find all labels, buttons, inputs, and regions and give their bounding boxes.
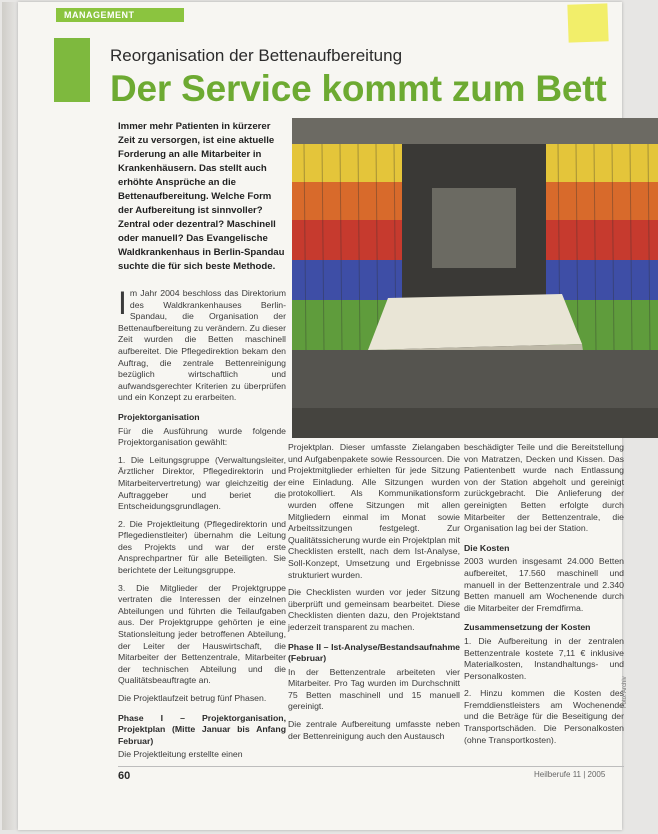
bed-washing-illustration: [292, 118, 658, 438]
intro-text: m Jahr 2004 beschloss das Direktorium des Waldkrankenhauses Berlin-Spandau, die Organisation der Bettenaufbereitung zu verändern. Zu dieser Zeit wurden die Betten maschinell aufbereitet. Die Pflegedirektion bekam den Auftrag, die zentrale Bettenreinigung bezüglich wirtschaftlich und aufwandsgerechter Kriterien zu überprüfen und ein Konzept zu erarbeiten.: [118, 288, 286, 403]
magazine-page: [18, 2, 628, 830]
article-lead: Immer mehr Patienten in kürzerer Zeit zu versorgen, ist eine aktuelle Forderung an alle Mitarbeiter in Krankenhäusern. Das stellt auch erhöhte Ansprüche an die Bettenaufbereitung. Welche Form der Aufbereitung ist sinnvoller? Zentral oder dezentral? Maschinell oder manuell? Das Evangelische Waldkrankenhaus in Berlin-Spandau suchte die für sich beste Methode.: [118, 121, 285, 272]
footer-rule: [118, 766, 624, 767]
heading-phase-2: Phase II – Ist-Analyse/Bestandsaufnahme (Februar): [288, 641, 460, 664]
sticky-note: [567, 3, 608, 42]
heading-phase-1: Phase I – Projektorganisation, Projektplan (Mitte Januar bis Anfang Februar): [118, 712, 286, 746]
paragraph: Für die Ausführung wurde folgende Projektorganisation gewählt:: [118, 425, 286, 448]
paragraph: beschädigter Teile und die Bereitstellung von Matratzen, Decken und Kissen. Das Patientenbett wurde nach Entlassung von der Station abgeholt und gereinigt zurückgebracht. Die Anlieferung der gereinigten Betten erfolgte durch Mitarbeiter der Bettenzentrale, die Organisation lag bei der Station.: [464, 442, 624, 534]
paragraph: 1. Die Aufbereitung in der zentralen Bettenzentrale kostete 7,11 € inklusive Materialkosten, Instandhaltungs- und Personalkosten.: [464, 635, 624, 681]
text-column-2: [288, 442, 460, 748]
heading-kostenzusammensetzung: Zusammensetzung der Kosten: [464, 622, 591, 633]
paragraph: 2003 wurden insgesamt 24.000 Betten aufbereitet, 17.560 maschinell und manuell in der Bettenzentrale und 2.340 Betten manuell am Wochenende durch die Mitarbeiter der Fremdfirma.: [464, 556, 624, 613]
intro-paragraph: [118, 285, 286, 404]
article-subtitle: Reorganisation der Bettenaufbereitung: [110, 46, 403, 65]
section-tag: MANAGEMENT: [56, 8, 184, 22]
paragraph: Die Projektleitung erstellte einen: [118, 749, 243, 760]
page-number: 60: [118, 770, 131, 782]
text-column-1: [118, 285, 286, 767]
paragraph: Projektplan. Dieser umfasste Zielangaben und Aufgabenpakete sowie Ressourcen. Die Projektmitglieder erhielten für jede Sitzung eine Einladung. Alle Sitzungen wurden protokolliert. Als Kommunikationsform wurden offene Sitzungen mit allen Mitgliedern einmal im Monat sowie Arbeitssitzungen festgelegt. Zur Qualitätssicherung wurde ein Projektplan mit Checklisten erstellt, nach dem Ist-Analyse, Soll-Konzept, Umsetzung und Ergebnisse strukturiert wurden.: [288, 442, 460, 580]
bed-washing-photo: [292, 118, 658, 438]
dropcap: I: [118, 285, 127, 321]
paragraph: Die zentrale Aufbereitung umfasste neben der Bettenreinigung auch den Austausch: [288, 719, 460, 741]
paragraph: 3. Die Mitglieder der Projektgruppe vertraten die Interessen der einzelnen Abteilungen und führten die Teilaufgaben aus. Der Projektgruppe gehörten je eine Stationsleitung jeder betroffenen Abteilung, der Leiter der Hauswirtschaft, die Mitarbeiter der Bettenzentrale, Mitarbeiter der technischen Abteilung und die Qualitätsbeauftragte an.: [118, 582, 286, 686]
paragraph: 2. Hinzu kommen die Kosten des Fremddienstleisters am Wochenende und die Beträge für die Beseitigung der Transportschäden. Die Personalkosten (ohne Transportkosten).: [464, 688, 624, 745]
page-edge-shadow: [2, 2, 18, 830]
accent-block: [54, 38, 90, 102]
paragraph: In der Bettenzentrale arbeiteten vier Mitarbeiter. Pro Tag wurden im Durchschnitt 75 Betten maschinell und 15 manuell gereinigt.: [288, 666, 460, 712]
paragraph: Die Checklisten wurden vor jeder Sitzung überprüft und gemeinsam bearbeitet. Diese Checklisten dienten dazu, den Projektstand jederzeit transparent zu machen.: [288, 587, 460, 632]
heading-projektorganisation: Projektorganisation: [118, 411, 200, 422]
paragraph: Die Projektlaufzeit betrug fünf Phasen.: [118, 693, 267, 703]
magazine-issue: Heilberufe 11 | 2005: [534, 770, 606, 779]
paragraph: 2. Die Projektleitung (Pflegedirektorin und Pflegedienstleiter) übernahm die Leitung des Projekts und war der erste Ansprechpartner für alle Beteiligten. Sie berichtete der Leitungsgruppe.: [118, 518, 286, 576]
heading-kosten: Die Kosten: [464, 542, 510, 553]
photo-credit: Foto: Archiv: [622, 676, 628, 708]
paragraph: 1. Die Leitungsgruppe (Verwaltungsleiter, Ärztlicher Direktor, Pflegedirektorin und Mitarbeitervertretung) war gleichzeitig der Auftraggeber und beriet die Entscheidungsgrundlagen.: [118, 454, 286, 512]
article-title: Der Service kommt zum Bett: [110, 68, 607, 109]
text-column-3: [464, 442, 624, 752]
